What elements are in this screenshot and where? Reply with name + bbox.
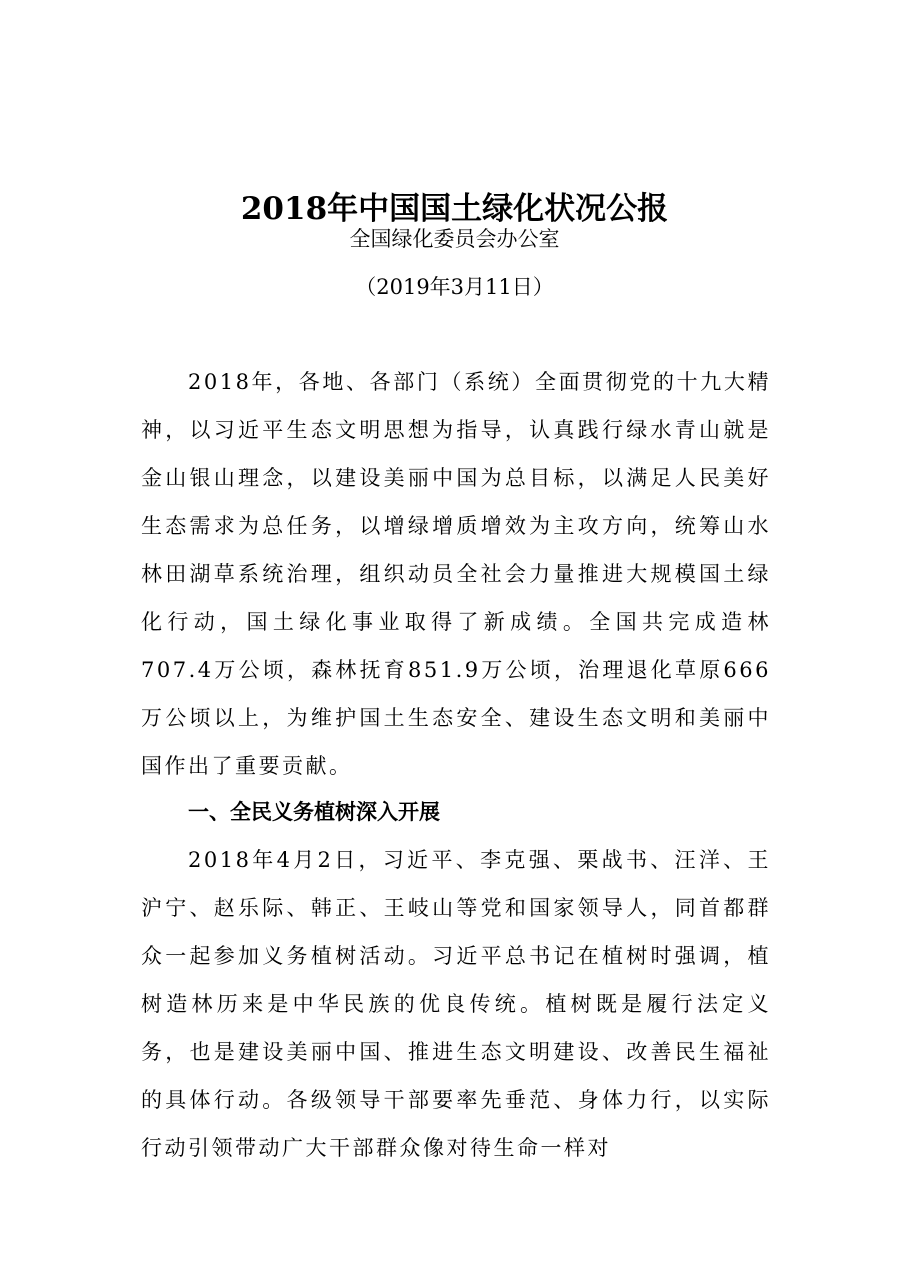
section-heading-1: 一、全民义务植树深入开展 [188,799,440,824]
section-1-paragraph: 2018年4月2日，习近平、李克强、栗战书、汪洋、王沪宁、赵乐际、韩正、王岐山等党和国家领导人，同首都群众一起参加义务植树活动。习近平总书记在植树时强调，植树造林历来是中华民族的优良传统。植树既是履行法定义务，也是建设美丽中国、推进生态文明建设、改善民生福祉的具体行动。各级领导干部要率先垂范、身体力行，以实际行动引领带动广大干部群众像对待生命一样对 [141,848,771,1160]
issuer-line: 全国绿化委员会办公室 [349,227,560,251]
intro-paragraph: 2018年，各地、各部门（系统）全面贯彻党的十九大精神，以习近平生态文明思想为指导，认真践行绿水青山就是金山银山理念，以建设美丽中国为总目标，以满足人民美好生态需求为总任务，以增绿增质增效为主攻方向，统筹山水林田湖草系统治理，组织动员全社会力量推进大规模国土绿化行动，国土绿化事业取得了新成绩。全国共完成造林707.4万公顷，森林抚育851.9万公顷，治理退化草原666万公顷以上，为维护国土生态安全、建设生态文明和美丽中国作出了重要贡献。 [141,370,771,778]
date-line: （2019年3月11日） [355,275,554,299]
document-title: 2018年中国国土绿化状况公报 [240,190,669,227]
